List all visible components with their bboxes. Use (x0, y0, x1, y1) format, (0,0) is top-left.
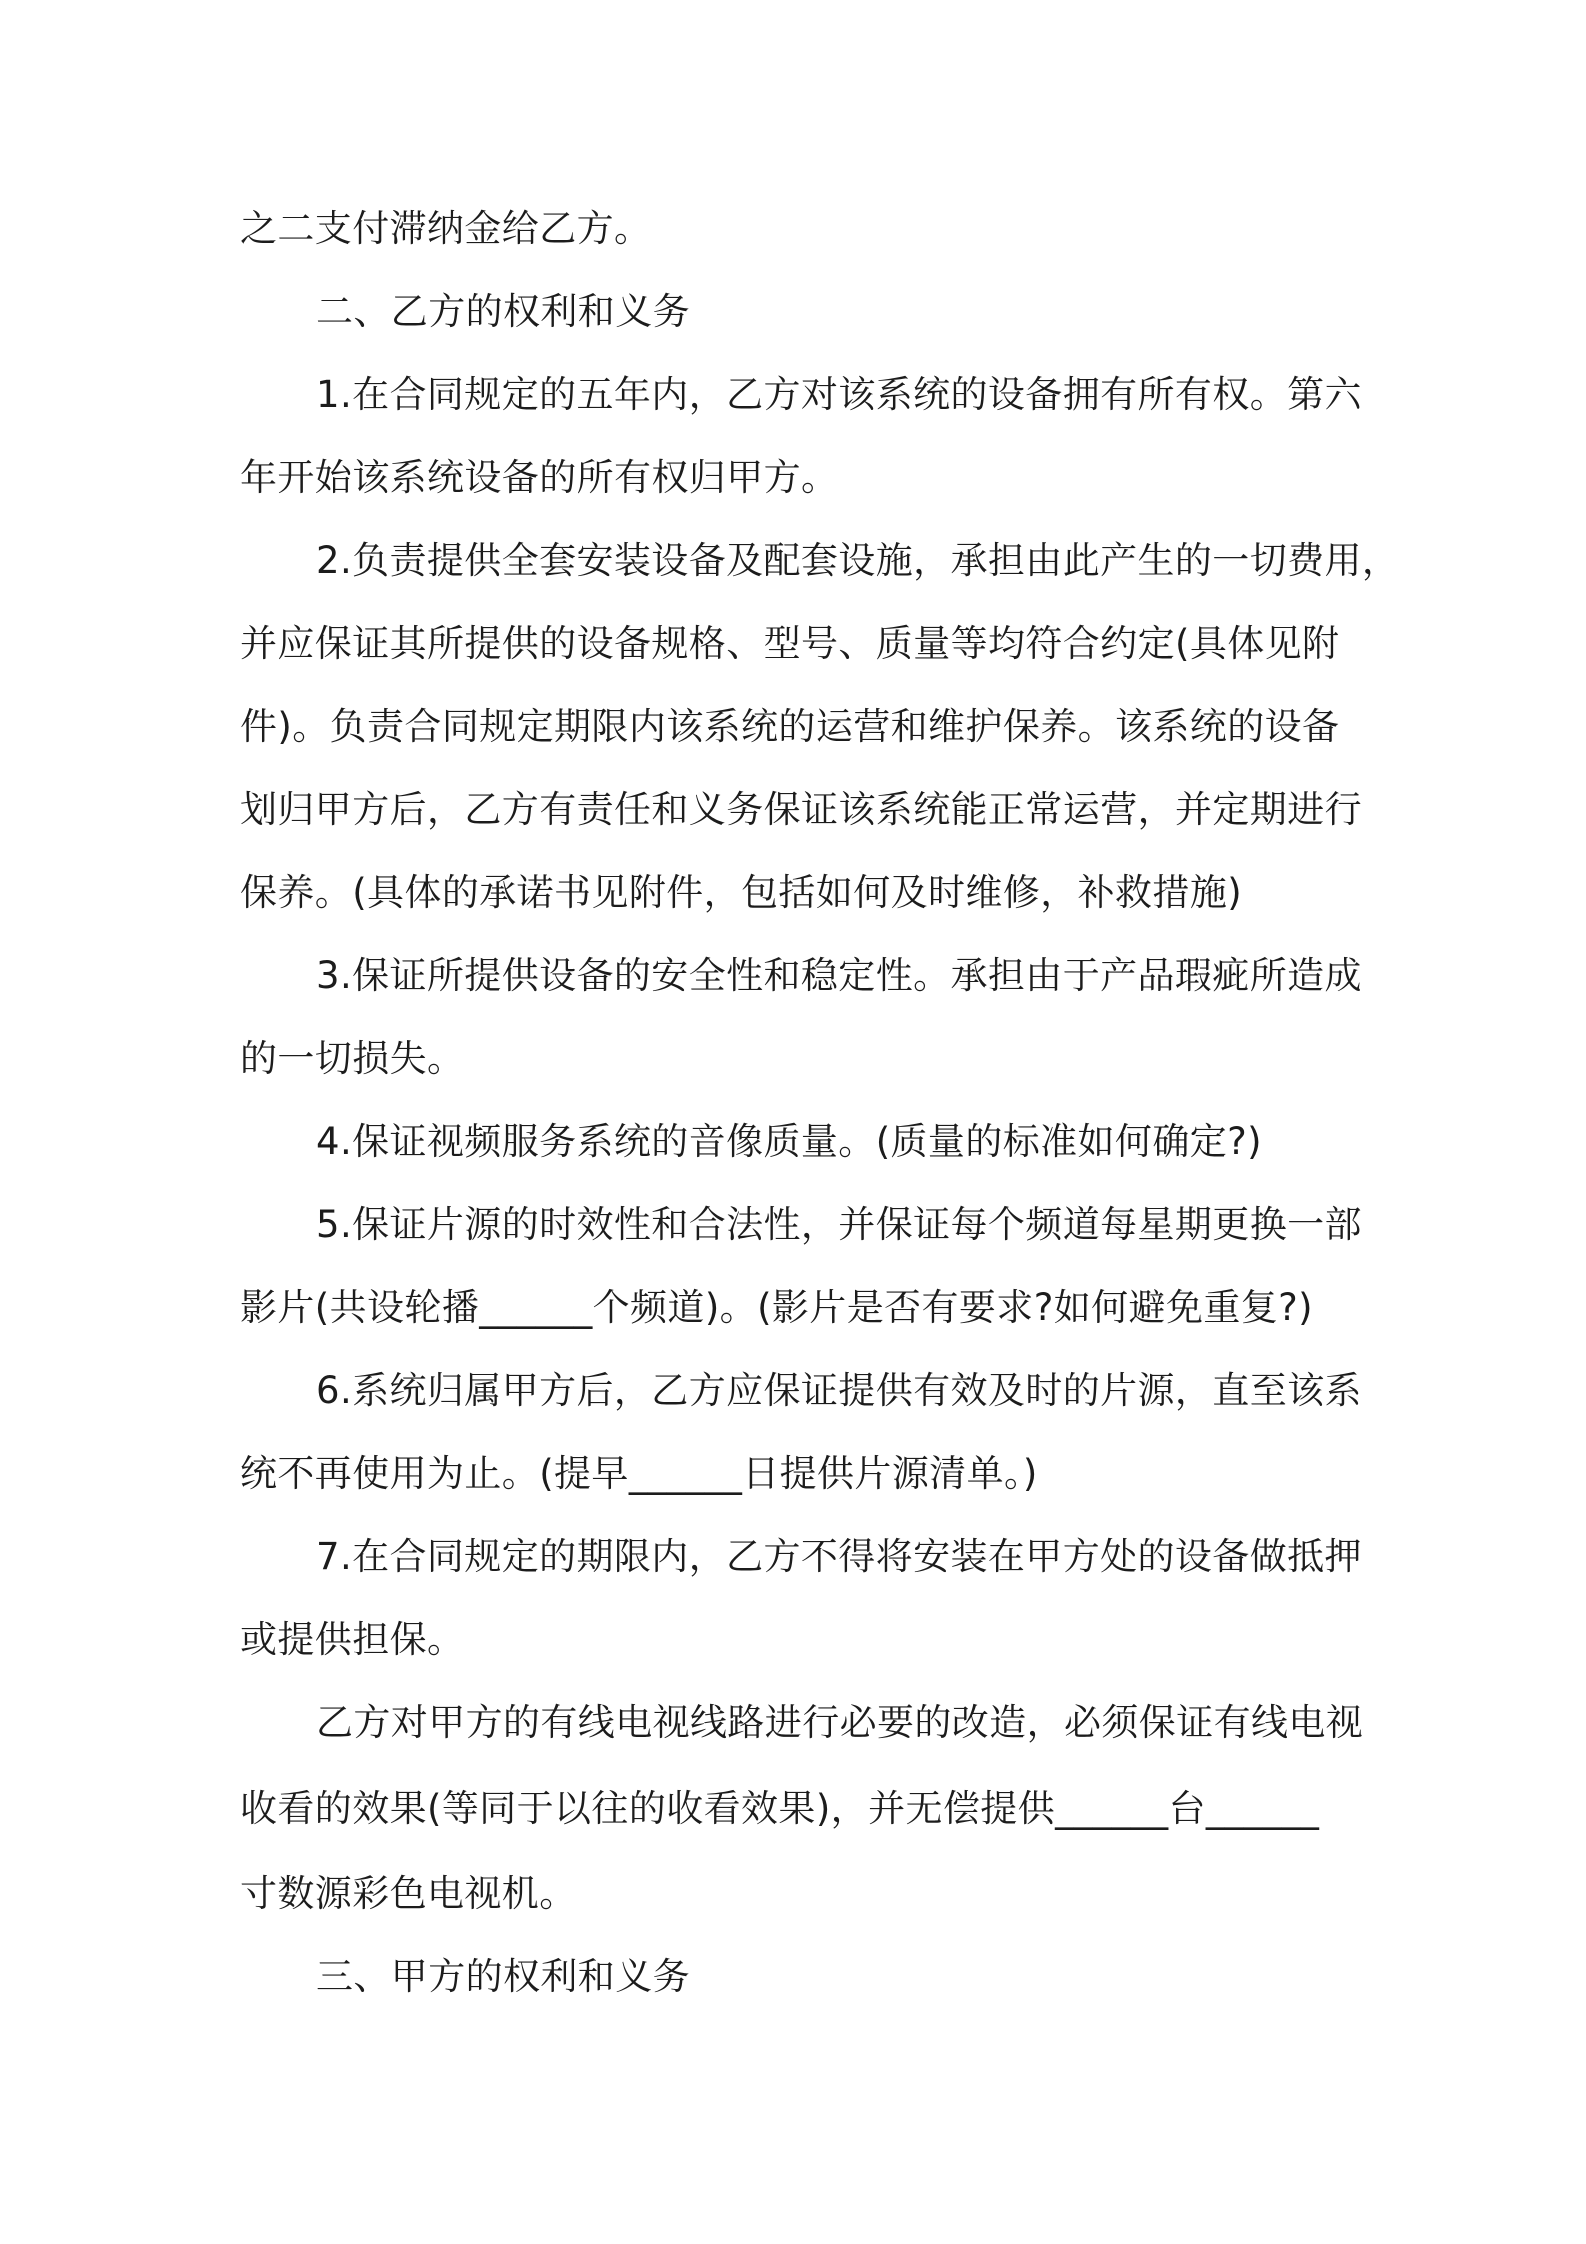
text-line-9: 保养。(具体的承诺书见附件，包括如何及时维修，补救措施) (240, 871, 1243, 914)
text-line-15: 6.系统归属甲方后，乙方应保证提供有效及时的片源，直至该系 (316, 1369, 1362, 1412)
text-line-4: 年开始该系统设备的所有权归甲方。 (240, 456, 839, 499)
text-line-10: 3.保证所提供设备的安全性和稳定性。承担由于产品瑕疵所造成 (316, 954, 1362, 997)
text-line-21: 寸数源彩色电视机。 (240, 1872, 577, 1915)
text-line-6: 并应保证其所提供的设备规格、型号、质量等均符合约定(具体见附 (240, 622, 1340, 665)
text-line-14: 影片(共设轮播______个频道)。(影片是否有要求?如何避免重复?) (240, 1286, 1314, 1329)
text-line-3: 1.在合同规定的五年内，乙方对该系统的设备拥有所有权。第六 (316, 373, 1362, 416)
text-line-12: 4.保证视频服务系统的音像质量。(质量的标准如何确定?) (316, 1120, 1263, 1163)
text-line-19: 乙方对甲方的有线电视线路进行必要的改造，必须保证有线电视 (316, 1701, 1364, 1744)
text-line-16: 统不再使用为止。(提早______日提供片源清单。) (240, 1452, 1038, 1495)
section-heading-party-b: 二、乙方的权利和义务 (316, 290, 690, 333)
text-line-13: 5.保证片源的时效性和合法性，并保证每个频道每星期更换一部 (316, 1203, 1362, 1246)
text-line-7: 件)。负责合同规定期限内该系统的运营和维护保养。该系统的设备 (240, 705, 1340, 748)
text-line-1: 之二支付滞纳金给乙方。 (240, 207, 652, 250)
text-line-17: 7.在合同规定的期限内，乙方不得将安装在甲方处的设备做抵押 (316, 1535, 1362, 1578)
text-line-5: 2.负责提供全套安装设备及配套设施，承担由此产生的一切费用， (316, 539, 1400, 582)
text-line-11: 的一切损失。 (240, 1037, 465, 1080)
text-line-20: 收看的效果(等同于以往的收看效果)，并无偿提供______台______ (240, 1787, 1320, 1830)
text-line-18: 或提供担保。 (240, 1618, 465, 1661)
text-line-8: 划归甲方后，乙方有责任和义务保证该系统能正常运营，并定期进行 (240, 788, 1362, 831)
section-heading-party-a: 三、甲方的权利和义务 (316, 1955, 690, 1998)
